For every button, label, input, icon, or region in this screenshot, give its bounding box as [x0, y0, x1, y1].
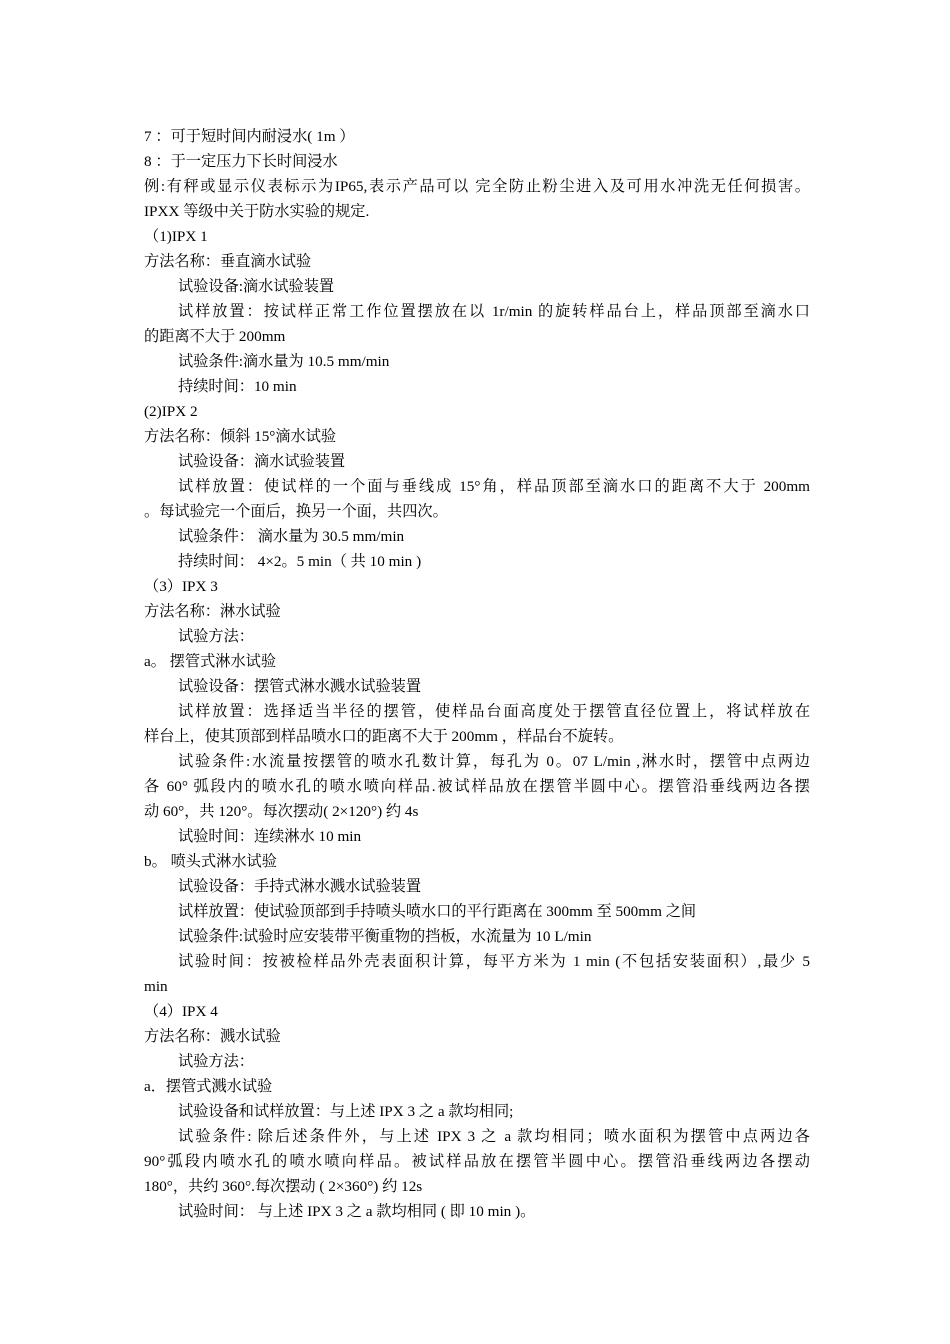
- text-line: 试验条件:滴水量为 10.5 mm/min: [178, 353, 390, 370]
- text-line: 试验设备：摆管式淋水溅水试验装置: [178, 678, 421, 695]
- text-line: 的距离不大于 200mm: [144, 328, 286, 345]
- text-line: 试验设备：手持式淋水溅水试验装置: [178, 878, 421, 895]
- text-line: 。每试验完一个面后，换另一个面，共四次。: [144, 503, 448, 520]
- text-line: 试验设备:滴水试验装置: [178, 278, 335, 295]
- text-line: 样台上，使其顶部到样品喷水口的距离不大于 200mm ，样品台不旋转。: [144, 728, 624, 745]
- text-line: 试验时间：按被检样品外壳表面积计算，每平方米为 1 min (不包括安装面积）,最少 5: [178, 953, 810, 970]
- text-line: 试验设备和试样放置：与上述 IPX 3 之 a 款均相同;: [178, 1103, 514, 1120]
- text-line: 90°弧段内喷水孔的喷水喷向样品。被试样品放在摆管半圆中心。摆管沿垂线两边各摆动: [144, 1153, 810, 1170]
- text-line: 各 60° 弧段内的喷水孔的喷水喷向样品.被试样品放在摆管半圆中心。摆管沿垂线两边各摆: [144, 778, 810, 795]
- text-line: a。 摆管式淋水试验: [144, 653, 277, 670]
- text-line: （4）IPX 4: [144, 1003, 218, 1020]
- text-line: 方法名称：垂直滴水试验: [144, 253, 312, 270]
- text-line: 试验时间： 与上述 IPX 3 之 a 款均相同 ( 即 10 min )。: [178, 1203, 536, 1220]
- text-line: 试验时间：连续淋水 10 min: [178, 828, 362, 845]
- text-line: a．摆管式溅水试验: [144, 1078, 273, 1095]
- text-line: 方法名称：倾斜 15°滴水试验: [144, 428, 337, 445]
- text-line: 持续时间：10 min: [178, 378, 297, 395]
- text-line: (2)IPX 2: [144, 403, 198, 420]
- text-line: IPXX 等级中关于防水实验的规定.: [144, 203, 370, 220]
- text-line: 动 60°，共 120°。每次摆动( 2×120°) 约 4s: [144, 803, 419, 820]
- text-line: min: [144, 978, 168, 995]
- text-line: 试验条件： 滴水量为 30.5 mm/min: [178, 528, 405, 545]
- text-line: 试验设备：滴水试验装置: [178, 453, 346, 470]
- text-line: 方法名称：淋水试验: [144, 603, 281, 620]
- text-line: 试验方法：: [178, 1053, 254, 1070]
- text-line: 试样放置：按试样正常工作位置摆放在以 1r/min 的旋转样品台上，样品顶部至滴水口: [178, 303, 810, 320]
- text-line: 7 ：可于短时间内耐浸水( 1m ）: [144, 128, 355, 145]
- text-line: 试验方法：: [178, 628, 254, 645]
- text-line: 180°，共约 360°.每次摆动 ( 2×360°) 约 12s: [144, 1178, 423, 1195]
- text-line: 试验条件:水流量按摆管的喷水孔数计算，每孔为 0。07 L/min ,淋水时，摆管中点两边: [178, 753, 810, 770]
- text-line: 试验条件:试验时应安装带平衡重物的挡板，水流量为 10 L/min: [178, 928, 592, 945]
- text-line: （3）IPX 3: [144, 578, 218, 595]
- text-line: 试样放置：选择适当半径的摆管，使样品台面高度处于摆管直径位置上，将试样放在: [178, 703, 810, 720]
- text-line: 试样放置：使试验顶部到手持喷头喷水口的平行距离在 300mm 至 500mm 之间: [178, 903, 697, 920]
- text-line: 试样放置：使试样的一个面与垂线成 15°角，样品顶部至滴水口的距离不大于 200mm: [178, 478, 810, 495]
- text-line: 方法名称：溅水试验: [144, 1028, 281, 1045]
- text-line: b。 喷头式淋水试验: [144, 853, 277, 870]
- text-line: 试验条件: 除后述条件外，与上述 IPX 3 之 a 款均相同；喷水面积为摆管中点两边各: [178, 1128, 810, 1145]
- text-line: （1)IPX 1: [144, 228, 208, 245]
- document-page: [144, 124, 810, 1224]
- text-line: 例:有秤或显示仪表标示为IP65,表示产品可以 完全防止粉尘进入及可用水冲洗无任何损害。: [144, 178, 810, 195]
- text-line: 8 ：于一定压力下长时间浸水: [144, 153, 338, 170]
- text-line: 持续时间： 4×2。5 min（ 共 10 min ): [178, 553, 422, 570]
